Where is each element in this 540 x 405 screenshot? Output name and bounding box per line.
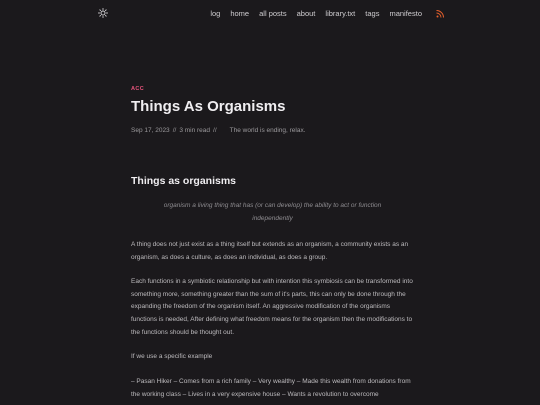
nav-link-tags[interactable]: tags: [365, 9, 380, 18]
nav-link-about[interactable]: about: [296, 9, 316, 18]
body-paragraph: If we use a specific example: [131, 353, 213, 360]
post-tag[interactable]: ACC: [131, 86, 145, 92]
post-date: Sep 17, 2023: [131, 127, 170, 134]
body-paragraph: Each functions in a symbiotic relationship but with intention this symbiosis can be transformed into something more, something greater than the sum of it's parts, this can only be done through the expanding the freedom of the organism itself. An aggressive modification of the organisms functions is needed, After defining what freedom means for the organism then the modifications to the functions should be thought out.: [131, 278, 413, 336]
section-heading: Things as organisms: [131, 175, 237, 187]
body-paragraph: A thing does not just exist as a thing itself but extends as an organism, a community exists as an organism, as does a culture, as does an individual, as does a group.: [131, 241, 409, 261]
definition-quote: organism a living thing that has (or can develop) the ability to act or function independently: [163, 202, 382, 222]
post-title: Things As Organisms: [131, 98, 286, 115]
post-description: The world is ending, relax.: [229, 127, 306, 134]
theme-toggle-sun-icon[interactable]: [96, 6, 110, 20]
nav-link-all-posts[interactable]: all posts: [259, 9, 287, 18]
nav-links: [210, 9, 444, 18]
post-header: [131, 86, 411, 134]
nav-link-library[interactable]: library.txt: [325, 9, 356, 18]
meta-separator: //: [172, 127, 177, 134]
nav-link-manifesto[interactable]: manifesto: [389, 9, 422, 18]
post-meta: [131, 127, 411, 134]
nav-link-log[interactable]: log: [210, 9, 221, 18]
top-navigation: [0, 0, 540, 28]
rss-icon[interactable]: [436, 10, 444, 18]
nav-link-home[interactable]: home: [230, 9, 250, 18]
body-paragraph: – Pasan Hiker – Comes from a rich family – Very wealthy – Made this wealth from donations from the working class – Lives in a very expensive house – Wants a revolution to overcome: [131, 378, 411, 398]
meta-separator: //: [213, 127, 217, 134]
post-read-time: 3 min read: [179, 127, 211, 134]
